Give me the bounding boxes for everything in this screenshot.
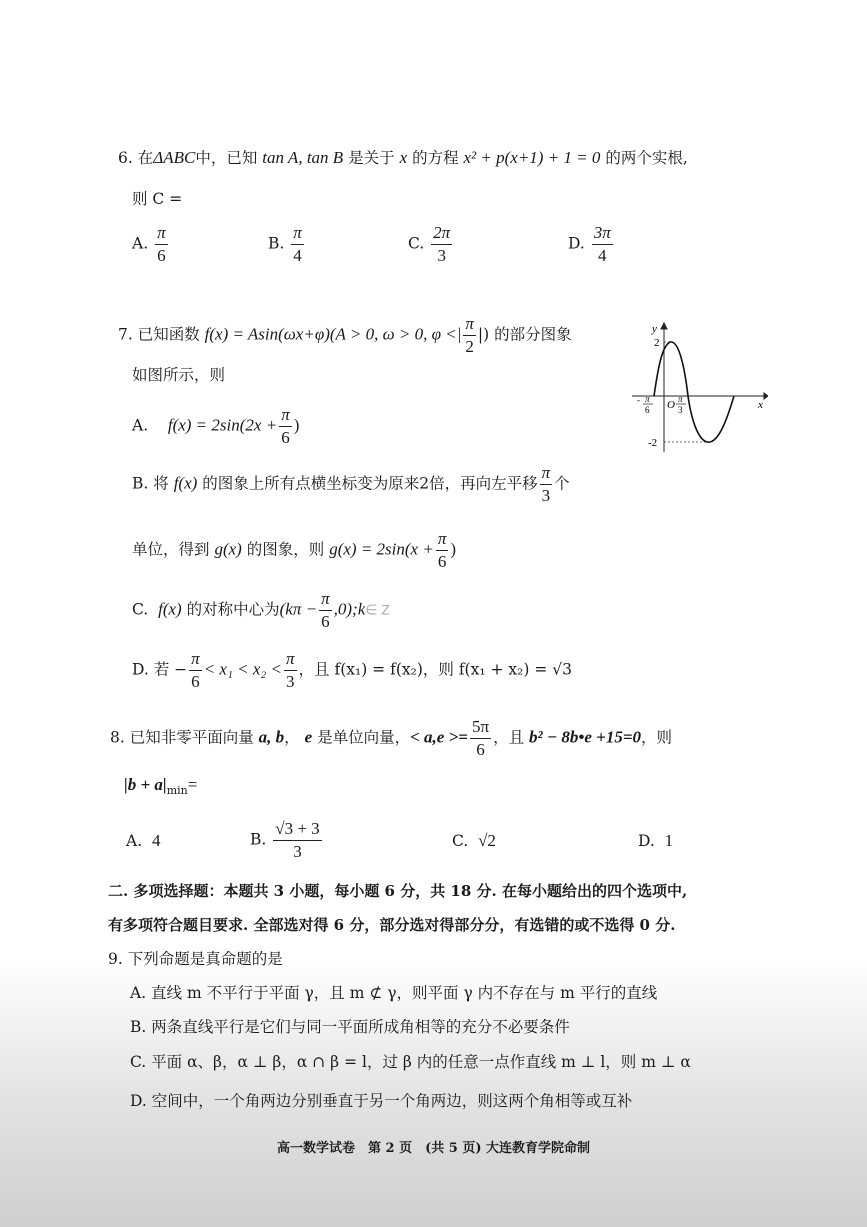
q8-option-d-label: D. [638, 832, 655, 850]
q8-option-c [452, 832, 496, 850]
q8-expr-sub: min [166, 784, 188, 797]
q8-option-c-label: C. [452, 832, 469, 850]
x-axis-arrow-icon [764, 393, 768, 399]
q7-option-c-text: 的对称中心为 [186, 600, 280, 619]
q7-graph-origin: O [667, 399, 675, 411]
q7-option-c-in: ∈ Z [365, 601, 390, 618]
q7-option-b-label: B. 将 [132, 474, 169, 493]
q6-option-a [132, 224, 170, 265]
q7-graph-axes [632, 323, 768, 452]
q6-option-c [408, 224, 454, 265]
q8-prefix: 8. 已知非零平面向量 [110, 728, 254, 747]
q8-option-b [250, 820, 324, 861]
q8-option-b-label: B. [250, 830, 267, 849]
q8-expr: |b + a| [124, 775, 167, 794]
q8-text-b: 是单位向量， [317, 728, 411, 747]
q6-option-d-label: D. [568, 234, 585, 253]
q7-option-a-frac: $\frac{\pi}{6}$ [281, 405, 290, 447]
q9-option-a: A. 直线 m 不平行于平面 γ，且 m ⊄ γ，则平面 γ 内不存在与 m 平行的直线 [130, 984, 658, 1002]
q6-var-x: x [399, 148, 408, 167]
section2-line2: 有多项符合题目要求. 全部选对得 6 分，部分选对得部分分，有选错的或不选得 0 分. [108, 916, 676, 934]
q7-option-b-frac: $\frac{\pi}{3}$ [541, 463, 551, 505]
q7-graph-x-left-den: 6 [645, 405, 650, 415]
q7-option-a-expr: f(x) = 2sin(2x + [167, 415, 278, 435]
q8-option-d-value: 1 [664, 831, 674, 850]
q7-option-d-text: ，且 f(x₁) = f(x₂)，则 f(x₁ + x₂) = √3 [298, 660, 572, 679]
y-axis-arrow-icon [661, 323, 667, 329]
q8-option-b-frac: $\frac{√3 + 3}{3}$ [275, 819, 320, 861]
q7-option-b2-expr: g(x) = 2sin(x + [329, 539, 434, 559]
q6-option-d-frac: $\frac{3\pi}{4}$ [593, 223, 611, 265]
q8-option-a-label: A. [126, 832, 143, 850]
q8-cond: b² − 8b•e +15=0 [529, 727, 642, 747]
q7-option-d-label: D. 若 − [132, 660, 188, 679]
q7-graph-y-top: 2 [654, 337, 660, 349]
q9-stem: 9. 下列命题是真命题的是 [108, 950, 283, 968]
q7-graph-y-bottom: -2 [648, 437, 658, 449]
q8-text-d: ，则 [641, 728, 673, 747]
q6-option-c-frac: $\frac{2\pi}{3}$ [433, 223, 451, 265]
q9-option-c: C. 平面 α、β，α ⊥ β，α ∩ β = l，过 β 内的任意一点作直线 m ⊥ l，则 m ⊥ α [130, 1053, 691, 1071]
q8-expr-end: = [187, 775, 198, 794]
q8-text-a: ， [284, 728, 300, 747]
q6-line2: 则 C = [132, 190, 183, 208]
q8-vec-e: e [304, 727, 313, 747]
q6-prefix: 6. 在 [118, 149, 154, 167]
q7-graph-x-right-num: π [678, 394, 683, 404]
q7-option-b2-mid: 的图象，则 [246, 540, 325, 559]
q7-option-d-frac1: $\frac{\pi}{6}$ [191, 649, 200, 691]
q6-option-a-frac: $\frac{\pi}{6}$ [157, 223, 166, 265]
q7-option-b2-close: ) [450, 539, 457, 559]
q7-option-b [132, 464, 570, 505]
q7-option-c-expr: (kπ − [279, 599, 318, 619]
q7-graph-curve [654, 342, 734, 442]
q6-option-b [268, 224, 306, 265]
q7-option-c [132, 590, 390, 631]
q7-prefix: 7. 已知函数 [118, 325, 200, 344]
q8-option-a-value: 4 [151, 831, 161, 850]
q7-graph-x-label: x [758, 399, 763, 411]
q8-vec-ab: a, b [258, 727, 285, 747]
q7-option-d-mid: < x₁ < x₂ < [203, 659, 283, 679]
q6-line1 [118, 149, 688, 167]
q8-text-c: ，且 [493, 728, 525, 747]
q7-option-a-close: ) [293, 415, 300, 435]
q7-option-c-close: ,0);k [333, 599, 366, 619]
section2-line1: 二. 多项选择题：本题共 3 小题，每小题 6 分，共 18 分. 在每小题给出的四个选项中, [108, 882, 688, 900]
q7-option-a [132, 406, 299, 447]
q7-line2: 如图所示，则 [132, 366, 226, 384]
q6-text-c: 的方程 [412, 149, 459, 167]
q7-option-b-end: 个 [554, 474, 570, 493]
q7-graph-x-right-den: 3 [678, 405, 683, 415]
q7-graph-x-left-sign: - [637, 395, 640, 405]
q7-graph-y-label: y [652, 323, 657, 335]
q6-triangle: ΔABC [153, 148, 196, 167]
q7-option-b2-frac: $\frac{\pi}{6}$ [437, 529, 447, 571]
q6-text-a: 中，已知 [195, 149, 258, 167]
q7-option-b2-text: 单位，得到 [132, 540, 210, 559]
q7-func: f(x) = Asin(ωx+φ)(A > 0, ω > 0, φ <| [204, 324, 462, 344]
q7-graph-x-left-num: π [645, 394, 650, 404]
q7-option-d [132, 650, 572, 691]
q6-option-b-frac: $\frac{\pi}{4}$ [293, 223, 302, 265]
q8-angle: < a,e >= [410, 727, 468, 747]
page-footer: 高一数学试卷 第 2 页 (共 5 页) 大连教育学院命制 [276, 1141, 591, 1156]
q7-option-b-fx: f(x) [173, 473, 198, 493]
q7-suffix: |) 的部分图象 [477, 325, 572, 344]
q7-option-b2-gx: g(x) [214, 539, 242, 559]
q7-option-a-label: A. [132, 416, 149, 435]
q7-option-b-text: 的图象上所有点横坐标变为原来2倍，再向左平移 [202, 474, 538, 493]
q7-option-c-fx: f(x) [158, 599, 182, 619]
q8-option-d [638, 832, 673, 850]
q6-equation: x² + p(x+1) + 1 = 0 [463, 148, 601, 167]
q7-graph [628, 320, 768, 455]
q8-line1 [110, 718, 672, 759]
q7-phi-frac: $\frac{\pi}{2}$ [465, 314, 474, 356]
q8-line2 [124, 776, 197, 796]
q6-option-b-label: B. [268, 234, 285, 253]
q7-option-b-line2 [132, 530, 456, 571]
q7-option-d-frac2: $\frac{\pi}{3}$ [286, 649, 295, 691]
q6-option-c-label: C. [408, 234, 425, 253]
q7-option-c-label: C. [132, 600, 149, 619]
q6-text-d: 的两个实根, [605, 149, 688, 167]
q7-option-c-frac: $\frac{\pi}{6}$ [321, 589, 330, 631]
q6-tan-expr: tan A, tan B [262, 148, 344, 167]
q6-option-d [568, 224, 615, 265]
q6-text-b: 是关于 [348, 149, 395, 167]
q8-option-a [126, 832, 160, 850]
q9-option-b: B. 两条直线平行是它们与同一平面所成角相等的充分不必要条件 [130, 1018, 570, 1036]
q8-option-c-value: √2 [478, 831, 496, 850]
q7-line1 [118, 315, 572, 356]
q9-option-d: D. 空间中，一个角两边分别垂直于另一个角两边，则这两个角相等或互补 [130, 1092, 633, 1110]
q6-option-a-label: A. [132, 234, 149, 253]
q8-angle-frac: $\frac{5\pi}{6}$ [471, 717, 490, 759]
